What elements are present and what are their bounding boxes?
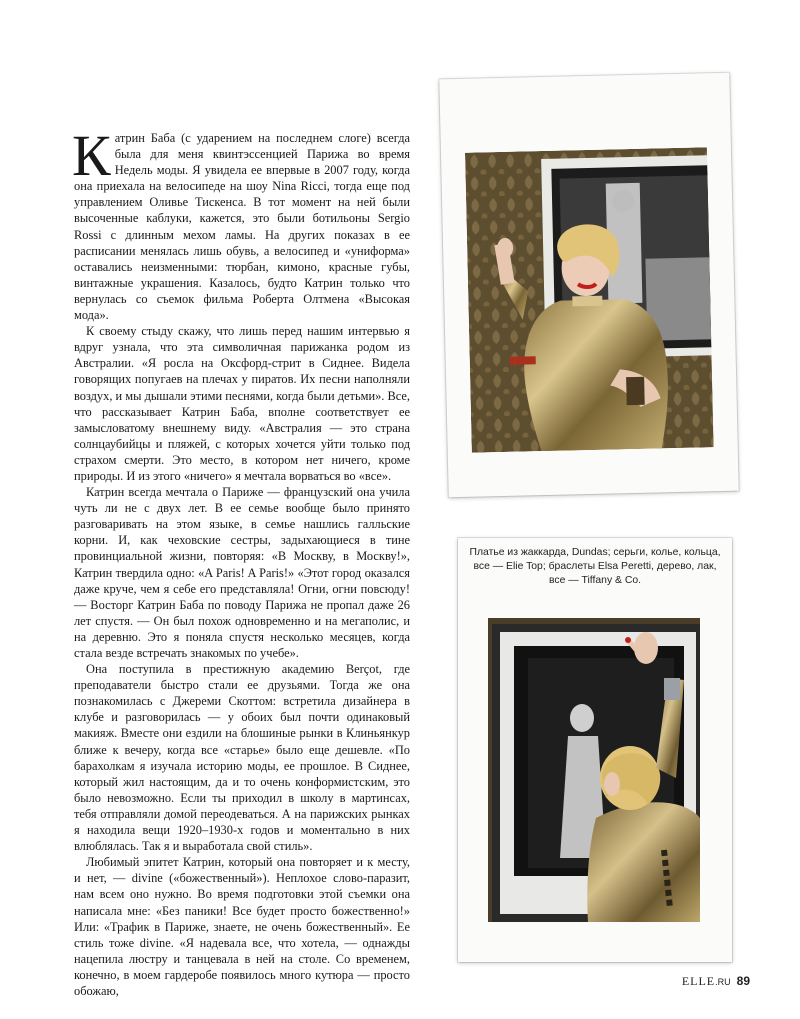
drop-cap: К: [72, 123, 111, 188]
article-paragraph-1: [72, 123, 410, 323]
page-footer: [682, 974, 750, 989]
photo-illustration-2: [488, 618, 700, 922]
article-body: [72, 123, 410, 999]
polaroid-photo-1: [439, 73, 738, 497]
article-paragraph-5: Любимый эпитет Катрин, который она повторяет и к месту, и нет, — divine («божественный»). Неплохое слово-паразит, нам всем оно нужно. Во время подготовки этой съемки она написала мне: «Без паники! Все будет просто божественно!» Или: «Трафик в Париже, знаете, не очень божественный». Ее стиль тоже divine. «Я надевала все, что хотела, — однажды нацепила люстру и танцевала в ней на столе. Со временем, конечно, в моем гардеробе появилось много кутюра — просто обожаю,: [74, 855, 410, 998]
polaroid-photo-2: [458, 538, 732, 962]
page-number: 89: [736, 974, 750, 988]
photo-caption: Платье из жаккарда, Dundas; серьги, колье, кольца, все — Elie Top; браслеты Elsa Peretti, дерево, лак, все — Tiffany & Co.: [469, 547, 721, 586]
photo-illustration-1: [465, 147, 714, 452]
paragraph-text: атрин Баба (с ударением на последнем слоге) всегда была для меня квинтэссенцией Парижа во время Недель моды. Я увидела ее впервые в 2007 году, когда она приехала на велосипеде на шоу Nina Ricci, тогда еще под управлением Оливье Тискенса. В тот момент на ней были высоченные каблуки, кажется, это были ботильоны Sergio Rossi с длинным мехом ламы. На других показах в ее расписании менялась лишь обувь, а велосипед и «униформа» оставались неизменными: тюрбан, кимоно, красные губы, винтажные украшения. Казалось, будто Катрин только что вернулась со съемок фильма Роберта Олтмена «Высокая мода».: [74, 131, 410, 323]
magazine-logo: ELLE: [681, 974, 716, 988]
article-paragraph-4: Она поступила в престижную академию Berçot, где преподаватели быстро стали ее друзьями. Тогда же она познакомилась с Джереми Скоттом: встретила дизайнера в клубе и разговорилась — у обоих был почти одинаковый макияж. Вместе они ездили на блошиные рынки в Клиньянкур ближе к вечеру, когда все «старье» было еще дешевле. «По барахолкам я изучала историю моды, ее прошлое. В Сиднее, который жил настоящим, да и то очень конформистским, это было невозможно. Если ты приходил в школу в мартинсах, тебя отправляли домой переодеваться. А на парижских рынках я находила вещи 1920–1930-х годов и моментально в них влюблялась. Так я и выработала свой стиль».: [74, 662, 410, 854]
fashion-photo-2: [488, 618, 700, 922]
fashion-photo-1: [465, 147, 714, 452]
article-paragraph-3: Катрин всегда мечтала о Париже — французский она учила чуть ли не с двух лет. В ее семье вообще было принято разговаривать на этом языке, в семье нашлись галльские корни. И, как чеховские сестры, задыхающиеся в тине провинциальной жизни, повторяя: «В Москву, в Москву!», Катрин твердила одно: «A Paris! A Paris!» «Этот город оказался даже круче, чем я себе его представляла! Огни, огни повсюду! — Восторг Катрин Баба по поводу Парижа не пропал даже 26 лет спустя. — Он был похож одновременно и на мегаполис, и на деревню. Это я поняла спустя несколько месяцев, когда стала везде встречать знакомых по учебе».: [74, 485, 410, 660]
article-paragraph-2: К своему стыду скажу, что лишь перед нашим интервью я вдруг узнала, что эта символичная парижанка родом из Австралии. «Я росла на Оксфорд-стрит в Сиднее. Видела говорящих попугаев на плечах у пиратов. Их песни наполняли воздух, и мы дышали этими песнями, когда были детьми». Все, что рассказывает Катрин Баба, вполне соответствует ее замысловатому внешнему виду. «Австралия — это страна солнцаубийцы и пляжей, с которых хочется уйти только под страхом смерти. Это место, в котором нет ничего, кроме природы. И из этого «ничего» я мечтала ворваться во «все».: [74, 324, 410, 483]
logo-suffix: .RU: [715, 977, 731, 987]
